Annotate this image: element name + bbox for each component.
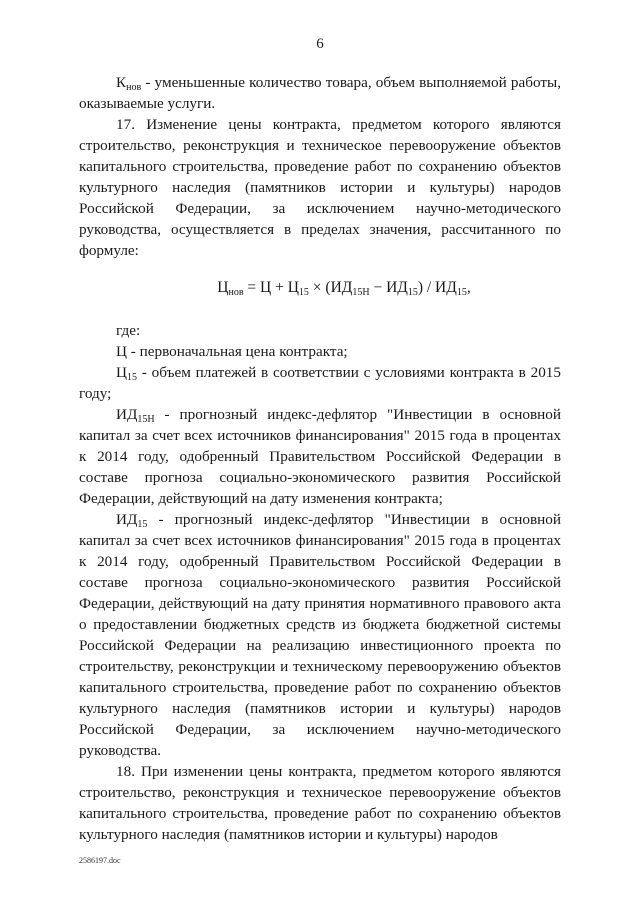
document-body xyxy=(79,72,561,845)
paragraph-17: 17. Изменение цены контракта, предметом которого являются строительство, реконструкция и техническое перевооружение объектов капитального строительства, проведение работ по сохранению объектов культурного наследия (памятников истории и культуры) народов Российской Федерации, за исключением научно-методического руководства, осуществляется в пределах значения, рассчитанного по формуле: xyxy=(79,116,561,259)
id15-subscript: 15 xyxy=(137,519,148,530)
formula-end: , xyxy=(466,279,471,296)
formula-eq: = Ц + Ц xyxy=(243,279,299,296)
c15-symbol: Ц xyxy=(116,364,127,381)
kn-text: - уменьшенные количество товара, объем выполняемой работы, оказываемые услуги. xyxy=(79,74,561,112)
def-id15h xyxy=(79,404,561,509)
formula-id15b-sub: 15 xyxy=(456,287,467,298)
formula-c15-sub: 15 xyxy=(298,287,309,298)
id15h-subscript: 15Н xyxy=(137,414,155,425)
def-c15 xyxy=(79,362,561,404)
def-id15 xyxy=(79,509,561,761)
formula-id15h-sub: 15Н xyxy=(352,287,370,298)
formula-div: ) / ИД xyxy=(417,279,457,296)
page-number: 6 xyxy=(316,36,324,52)
price-formula xyxy=(79,277,561,298)
id15-text: - прогнозный индекс-дефлятор "Инвестиции в основной капитал за счет всех источников финансирования" 2015 года в процентах к 2014 году, одобренный Правительством Российской Федерации в составе прогноза социально-экономического развития Российской Федерации, действующий на дату принятия нормативного правового акта о предоставлении бюджетных средств из бюджета бюджетной системы Российской Федерации на реализацию инвестиционного проекта по строительству, реконструкции и техническому перевооружению объектов капитального строительства, проведение работ по сохранению объектов культурного наследия (памятников истории и культуры) народов Российской Федерации, за исключением научно-методического руководства. xyxy=(79,511,561,759)
formula-id15-sub: 15 xyxy=(407,287,418,298)
id15-symbol: ИД xyxy=(116,511,138,528)
kn-symbol: К xyxy=(116,74,127,91)
formula-minus: − ИД xyxy=(369,279,408,296)
id15h-symbol: ИД xyxy=(116,406,138,423)
id15h-text: - прогнозный индекс-дефлятор "Инвестиции в основной капитал за счет всех источников финансирования" 2015 года в процентах к 2014 году, одобренный Правительством Российской Федерации в составе прогноза социально-экономического развития Российской Федерации, действующий на дату изменения контракта; xyxy=(79,406,561,507)
paragraph-18: 18. При изменении цены контракта, предметом которого являются строительство, реконструкция и техническое перевооружение объектов капитального строительства, проведение работ по сохранению объектов культурного наследия (памятников истории и культуры) народов xyxy=(79,763,561,843)
def-c: Ц - первоначальная цена контракта; xyxy=(116,343,348,360)
kn-definition xyxy=(79,72,561,114)
c15-text: - объем платежей в соответствии с условиями контракта в 2015 году; xyxy=(79,364,561,402)
c15-subscript: 15 xyxy=(126,372,137,383)
formula-times: × (ИД xyxy=(308,279,353,296)
file-name-footer: 2586197.doc xyxy=(79,856,121,865)
formula-lhs: Ц xyxy=(217,279,229,296)
kn-subscript: нов xyxy=(126,82,142,93)
where-label: где: xyxy=(116,322,141,339)
formula-lhs-sub: нов xyxy=(228,287,244,298)
